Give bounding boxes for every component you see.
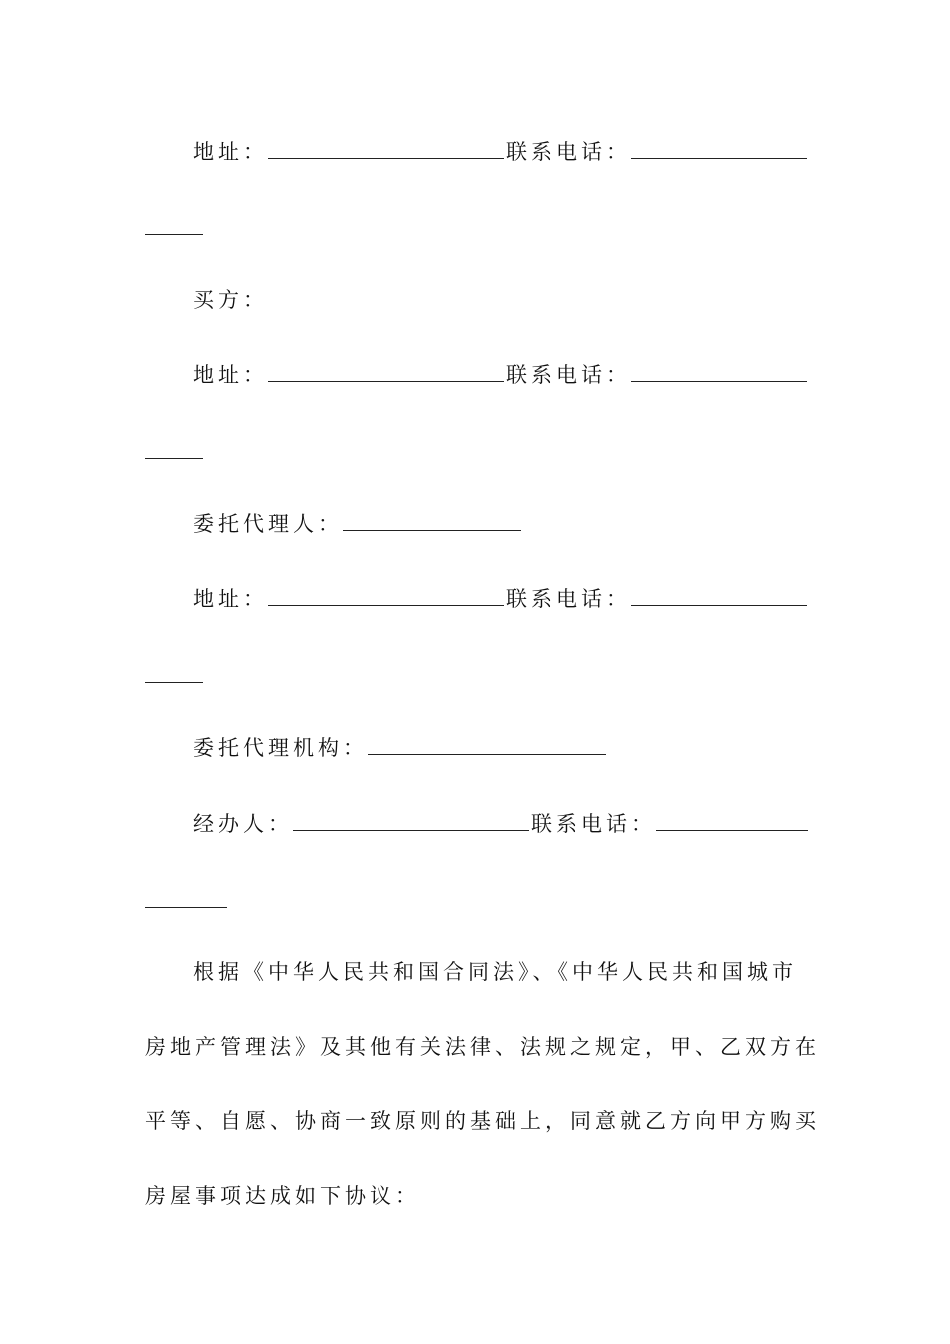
- handler-row: [193, 810, 810, 838]
- address-blank: [268, 361, 504, 382]
- phone-blank: [631, 361, 807, 382]
- address-label: 地址：: [193, 140, 268, 164]
- agent-contact-row: [193, 585, 809, 613]
- agency-row: [193, 734, 608, 762]
- agent-row: [193, 510, 523, 538]
- paragraph-line-2: 房地产管理法》及其他有关法律、法规之规定，甲、乙双方在: [145, 1035, 820, 1059]
- address-blank: [268, 585, 504, 606]
- buyer-contact-row: [193, 361, 809, 389]
- address-label: 地址：: [193, 363, 268, 387]
- phone-label: 联系电话：: [506, 587, 631, 611]
- buyer-label: 买方：: [193, 288, 268, 312]
- agency-blank: [368, 734, 606, 755]
- phone-blank-continuation: [145, 907, 227, 908]
- agency-label: 委托代理机构：: [193, 736, 368, 760]
- phone-label: 联系电话：: [506, 140, 631, 164]
- address-label: 地址：: [193, 587, 268, 611]
- handler-label: 经办人：: [193, 812, 293, 836]
- phone-blank: [631, 585, 807, 606]
- paragraph-line-3: 平等、自愿、协商一致原则的基础上，同意就乙方向甲方购买: [145, 1109, 820, 1133]
- phone-label: 联系电话：: [531, 812, 656, 836]
- phone-blank: [631, 138, 807, 159]
- address-blank: [268, 138, 504, 159]
- agent-blank: [343, 510, 521, 531]
- handler-blank: [293, 810, 529, 831]
- phone-blank-continuation: [145, 682, 203, 683]
- seller-contact-row: [193, 138, 809, 166]
- phone-blank-continuation: [145, 458, 203, 459]
- paragraph-line-1: 根据《中华人民共和国合同法》、《中华人民共和国城市: [193, 960, 797, 984]
- paragraph-line-4: 房屋事项达成如下协议：: [145, 1184, 420, 1208]
- phone-blank: [656, 810, 808, 831]
- phone-label: 联系电话：: [506, 363, 631, 387]
- phone-blank-continuation: [145, 234, 203, 235]
- agent-label: 委托代理人：: [193, 512, 343, 536]
